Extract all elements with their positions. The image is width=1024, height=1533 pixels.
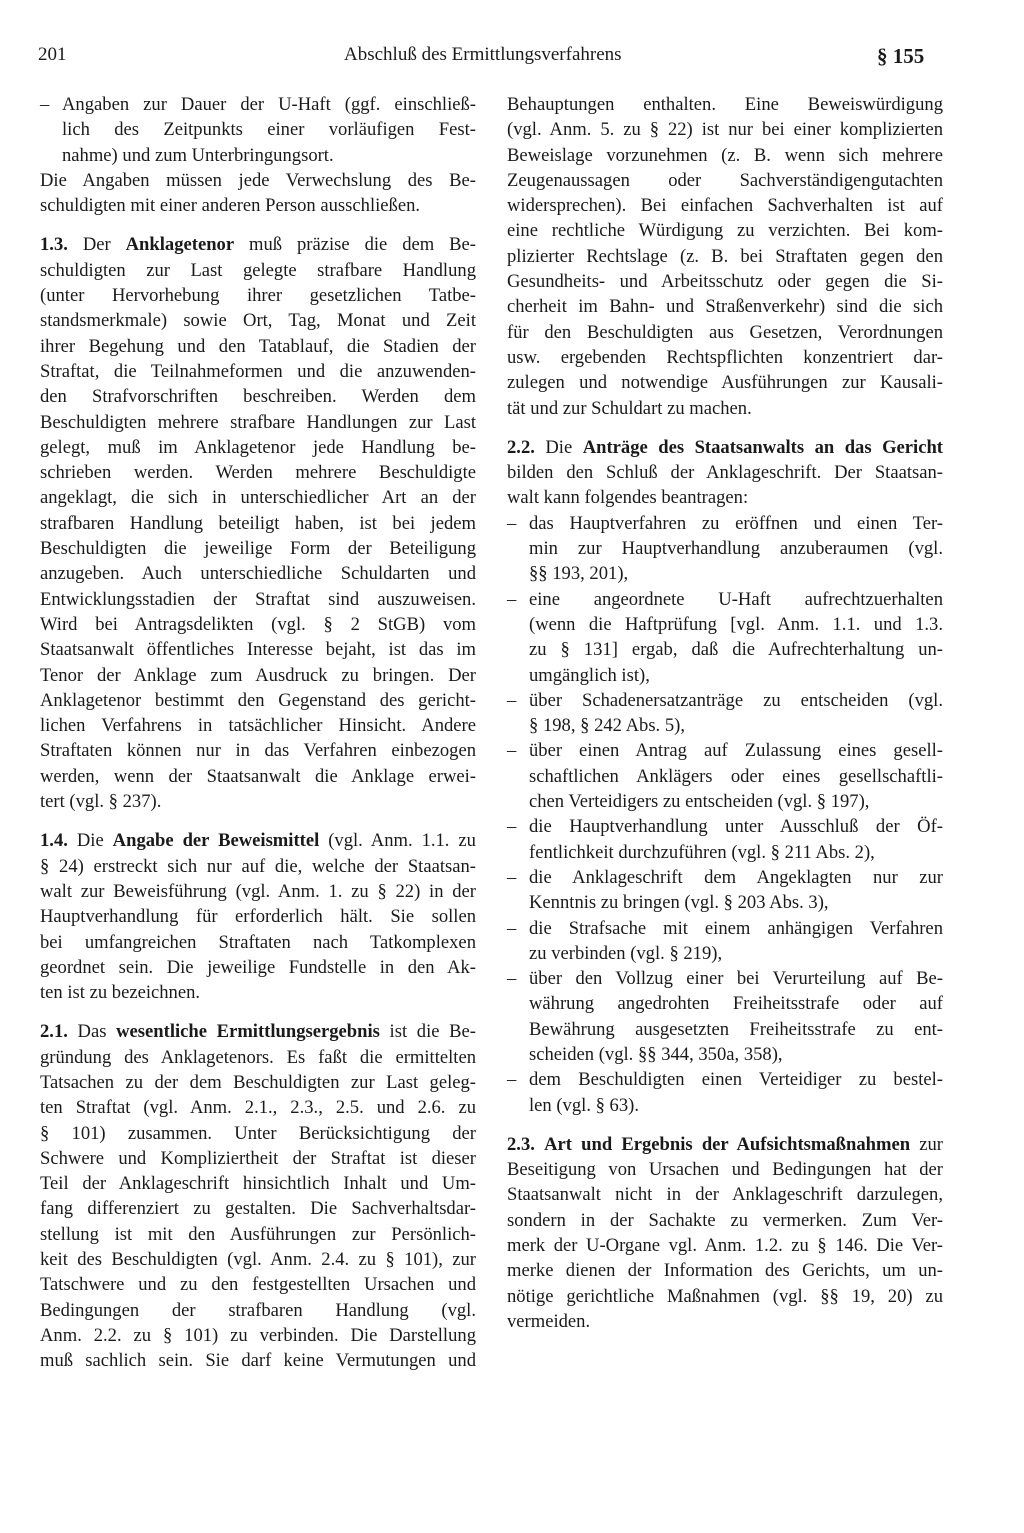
text-line: den Strafvorschriften beschreiben. Werden dem	[40, 386, 476, 408]
text-line: über den Vollzug einer bei Verurteilung auf Be-	[529, 968, 943, 990]
text-line: fentlichkeit durchzuführen (vgl. § 211 Abs. 2),	[529, 841, 875, 863]
text-line: Beseitigung von Ursachen und Bedingungen hat der	[507, 1159, 943, 1181]
text-line: Die Angaben müssen jede Verwechslung des Be-	[40, 169, 476, 191]
text-line: 2.1. Das wesentliche Ermittlungsergebnis ist die Be-	[40, 1021, 476, 1043]
list-dash: –	[507, 588, 517, 610]
section-marker: § 155	[877, 44, 925, 68]
text-line: lichen Verfahrens in tatsächlicher Hinsicht. Andere	[40, 715, 476, 737]
text-line: merke dienen der Information des Gerichts, um un-	[507, 1260, 943, 1282]
list-item	[507, 865, 943, 916]
text-line: stellung ist mit den Ausführungen zur Persönlich-	[40, 1223, 476, 1245]
text-line: Beschuldigten die jeweilige Form der Beteiligung	[40, 538, 476, 560]
text-line: über Schadenersatzanträge zu entscheiden (vgl.	[529, 689, 943, 711]
motion-list	[507, 511, 943, 1118]
text-line: ihrer Begehung und den Tatablauf, die Stadien der	[40, 335, 476, 357]
text-line: (vgl. Anm. 5. zu § 22) ist nur bei einer komplizierten	[507, 119, 943, 141]
text-line: ten ist zu bezeichnen.	[40, 982, 201, 1004]
paragraph	[40, 168, 476, 219]
text-line: walt kann folgendes beantragen:	[507, 487, 749, 509]
text-line: § 198, § 242 Abs. 5),	[529, 715, 685, 737]
text-line: 2.2. Die Anträge des Staatsanwalts an das Gericht	[507, 436, 943, 458]
list-item	[507, 688, 943, 739]
text-line: angeklagt, die sich in unterschiedlicher Art an der	[40, 487, 476, 509]
text-line: tät und zur Schuldart zu machen.	[507, 397, 752, 419]
text-line: werden, wenn der Staatsanwalt die Anklage erwei-	[40, 765, 476, 787]
text-line: schuldigten zur Last gelegte strafbare Handlung	[40, 259, 476, 281]
text-line: strafbaren Handlung beteiligt haben, ist bei jedem	[40, 512, 476, 534]
text-line: Tenor der Anklage zum Ausdruck zu bringen. Der	[40, 664, 476, 686]
text-line: Entwicklungsstadien der Straftat sind auszuweisen.	[40, 588, 476, 610]
list-item	[507, 1067, 943, 1118]
text-line: Hauptverhandlung für erforderlich hält. Sie sollen	[40, 906, 476, 928]
text-line: die Strafsache mit einem anhängigen Verfahren	[529, 917, 943, 939]
text-line: über einen Antrag auf Zulassung eines gesell-	[529, 740, 943, 762]
text-line: muß sachlich sein. Sie darf keine Vermutungen und	[40, 1350, 476, 1372]
text-line: für den Beschuldigten aus Gesetzen, Verordnungen	[507, 321, 943, 343]
paragraph-2-1	[40, 1019, 476, 1373]
list-dash: –	[507, 917, 517, 939]
page-number: 201	[38, 44, 67, 65]
text-line: Anklagetenor bestimmt den Gegenstand des gericht-	[40, 689, 476, 711]
text-line: cherheit im Bahn- und Straßenverkehr) sind die sich	[507, 296, 943, 318]
text-line: vermeiden.	[507, 1310, 591, 1332]
text-line: 2.3. Art und Ergebnis der Aufsichtsmaßnahmen zur	[507, 1133, 943, 1155]
right-column	[507, 92, 943, 1334]
list-item	[507, 511, 943, 587]
text-line: gründung des Anklagetenors. Es faßt die ermittelten	[40, 1046, 476, 1068]
text-line: len (vgl. § 63).	[529, 1094, 639, 1116]
list-item	[507, 738, 943, 814]
text-line: anzugeben. Auch unterschiedliche Schuldarten und	[40, 563, 476, 585]
text-line: § 101) zusammen. Unter Berücksichtigung der	[40, 1122, 476, 1144]
list-dash: –	[40, 94, 50, 115]
paragraph-2-3	[507, 1132, 943, 1334]
text-line: gelegt, muß im Anklagetenor jede Handlung be-	[40, 436, 476, 458]
text-line: bilden den Schluß der Anklageschrift. Der Staatsan-	[507, 462, 943, 484]
text-line: geordnet sein. Die jeweilige Fundstelle in den Ak-	[40, 956, 476, 978]
text-line: usw. ergebenden Rechtspflichten konzentriert dar-	[507, 346, 943, 368]
paragraph-1-4	[40, 828, 476, 1005]
text-line: sondern in der Sachakte zu vermerken. Zum Ver-	[507, 1209, 943, 1231]
text-line: das Hauptverfahren zu eröffnen und einen Ter-	[529, 512, 943, 534]
text-line: dem Beschuldigten einen Verteidiger zu bestel-	[529, 1069, 943, 1091]
text-line: Tatsachen zu der dem Beschuldigten zur Last geleg-	[40, 1071, 476, 1093]
text-line: ten Straftat (vgl. Anm. 2.1., 2.3., 2.5. und 2.6. zu	[40, 1097, 476, 1119]
text-line: eine angeordnete U-Haft aufrechtzuerhalten	[529, 588, 943, 610]
text-line: die Hauptverhandlung unter Ausschluß der Öf-	[529, 816, 943, 838]
text-line: schaftlichen Anklägers oder eines gesellschaftli-	[529, 765, 943, 787]
paragraph-1-3	[40, 232, 476, 814]
text-line: zulegen und notwendige Ausführungen zur Kausali-	[507, 372, 943, 394]
text-line: Bewährung ausgesetzten Freiheitsstrafe zu ent-	[529, 1018, 943, 1040]
text-line: walt zur Beweisführung (vgl. Anm. 1. zu § 22) in der	[40, 880, 476, 902]
text-line: währung angedrohten Freiheitsstrafe oder auf	[529, 993, 943, 1015]
list-item	[507, 587, 943, 688]
list-dash: –	[507, 968, 517, 990]
text-line: §§ 193, 201),	[529, 563, 629, 585]
text-line: Beschuldigten mehrere strafbare Handlungen zur Last	[40, 411, 476, 433]
list-dash: –	[507, 740, 517, 762]
text-line: widersprechen). Bei einfachen Sachverhalten ist auf	[507, 195, 943, 217]
section-number: 1.3.	[40, 234, 68, 256]
text-line: Beweislage vorzunehmen (z. B. wenn sich mehrere	[507, 144, 943, 166]
list-dash: –	[507, 866, 517, 888]
text-line: schrieben werden. Werden mehrere Beschuldigte	[40, 462, 476, 484]
list-item	[507, 814, 943, 865]
text-line: schuldigten mit einer anderen Person ausschließen.	[40, 195, 421, 217]
text-line: Wird bei Antragsdelikten (vgl. § 2 StGB) vom	[40, 613, 476, 635]
text-line: bei umfangreichen Straftaten nach Tatkomplexen	[40, 931, 476, 953]
text-line: Kenntnis zu bringen (vgl. § 203 Abs. 3),	[529, 892, 829, 914]
list-item	[507, 966, 943, 1067]
text-line: Straftaten können nur in das Verfahren einbezogen	[40, 740, 476, 762]
term-bold: Angabe der Beweismittel	[112, 830, 320, 852]
list-dash: –	[507, 1069, 517, 1091]
left-column	[40, 92, 476, 1374]
text-line: 1.4. Die Angabe der Beweismittel (vgl. Anm. 1.1. zu	[40, 830, 476, 852]
section-number: 1.4.	[40, 830, 68, 852]
text-line: (wenn die Haftprüfung [vgl. Anm. 1.1. und 1.3.	[529, 613, 943, 635]
section-number: 2.2.	[507, 436, 535, 458]
text-line: tert (vgl. § 237).	[40, 791, 162, 813]
text-line: standsmerkmale) sowie Ort, Tag, Monat und Zeit	[40, 310, 476, 332]
text-line: chen Verteidigers zu entscheiden (vgl. § 197),	[529, 791, 870, 813]
term-bold: Anträge des Staatsanwalts an das Gericht	[582, 436, 943, 458]
text-line: Staatsanwalt nicht in der Anklageschrift darzulegen,	[507, 1184, 943, 1206]
text-line: Straftat, die Teilnahmeformen und die anzuwenden-	[40, 360, 476, 382]
text-line: Teil der Anklageschrift hinsichtlich Inhalt und Um-	[40, 1173, 476, 1195]
paragraph-2-2	[507, 435, 943, 511]
list-dash: –	[507, 816, 517, 838]
text-line: eine rechtliche Würdigung zu verzichten. Bei kom-	[507, 220, 943, 242]
text-line: Bedingungen der strafbaren Handlung (vgl.	[40, 1299, 476, 1321]
text-line: Zeugenaussagen oder Sachverständigengutachten	[507, 169, 943, 191]
text-line: zu § 131] ergab, daß die Aufrechterhaltung un-	[529, 639, 943, 661]
text-line: 1.3. Der Anklagetenor muß präzise die dem Be-	[40, 234, 477, 256]
list-item	[40, 92, 476, 168]
text-line: umgänglich ist),	[529, 664, 650, 686]
term-bold: wesentliche Ermittlungsergebnis	[116, 1021, 380, 1043]
text-line: Schwere und Kompliziertheit der Straftat ist dieser	[40, 1147, 476, 1169]
text-line: Gesundheits- und Arbeitsschutz oder gegen die Si-	[507, 271, 943, 293]
section-number: 2.3.	[507, 1133, 535, 1155]
text-line: Staatsanwalt öffentliches Interesse bejaht, ist das im	[40, 639, 476, 661]
text-line: Behauptungen enthalten. Eine Beweiswürdigung	[507, 94, 943, 115]
text-line: Anm. 2.2. zu § 101) zu verbinden. Die Darstellung	[40, 1324, 476, 1346]
text-line: lich des Zeitpunkts einer vorläufigen Fest-	[62, 119, 476, 141]
text-line: plizierter Rechtslage (z. B. bei Straftaten gegen den	[507, 245, 943, 267]
text-line: min zur Hauptverhandlung anzuberaumen (vgl.	[529, 538, 943, 560]
text-line: merk der U-Organe vgl. Anm. 1.2. zu § 146. Die Ver-	[507, 1235, 943, 1257]
text-line: § 24) erstreckt sich nur auf die, welche der Staatsan-	[40, 855, 476, 877]
text-line: nahme) und zum Unterbringungsort.	[62, 144, 334, 166]
text-line: scheiden (vgl. §§ 344, 350a, 358),	[529, 1043, 783, 1065]
text-line: die Anklageschrift dem Angeklagten nur zur	[529, 866, 943, 888]
text-line: zu verbinden (vgl. § 219),	[529, 942, 723, 964]
running-title: Abschluß des Ermittlungsverfahrens	[344, 44, 622, 65]
list-dash: –	[507, 512, 517, 534]
list-item	[507, 916, 943, 967]
text-line: Tatschwere und zu den festgestellten Ursachen und	[40, 1274, 476, 1296]
term-bold: Anklagetenor	[125, 234, 235, 256]
text-line: fang differenziert zu gestalten. Die Sachverhaltsdar-	[40, 1198, 476, 1220]
paragraph-continued	[507, 92, 943, 421]
text-line: Angaben zur Dauer der U-Haft (ggf. einschließ-	[62, 94, 476, 115]
term-bold: Art und Ergebnis der Aufsichtsmaßnahmen	[544, 1133, 911, 1155]
section-number: 2.1.	[40, 1021, 68, 1043]
list-dash: –	[507, 689, 517, 711]
text-line: nötige gerichtliche Maßnahmen (vgl. §§ 19, 20) zu	[507, 1285, 943, 1307]
text-line: (unter Hervorhebung ihrer gesetzlichen Tatbe-	[40, 285, 476, 307]
text-line: keit des Beschuldigten (vgl. Anm. 2.4. zu § 101), zur	[40, 1249, 476, 1271]
